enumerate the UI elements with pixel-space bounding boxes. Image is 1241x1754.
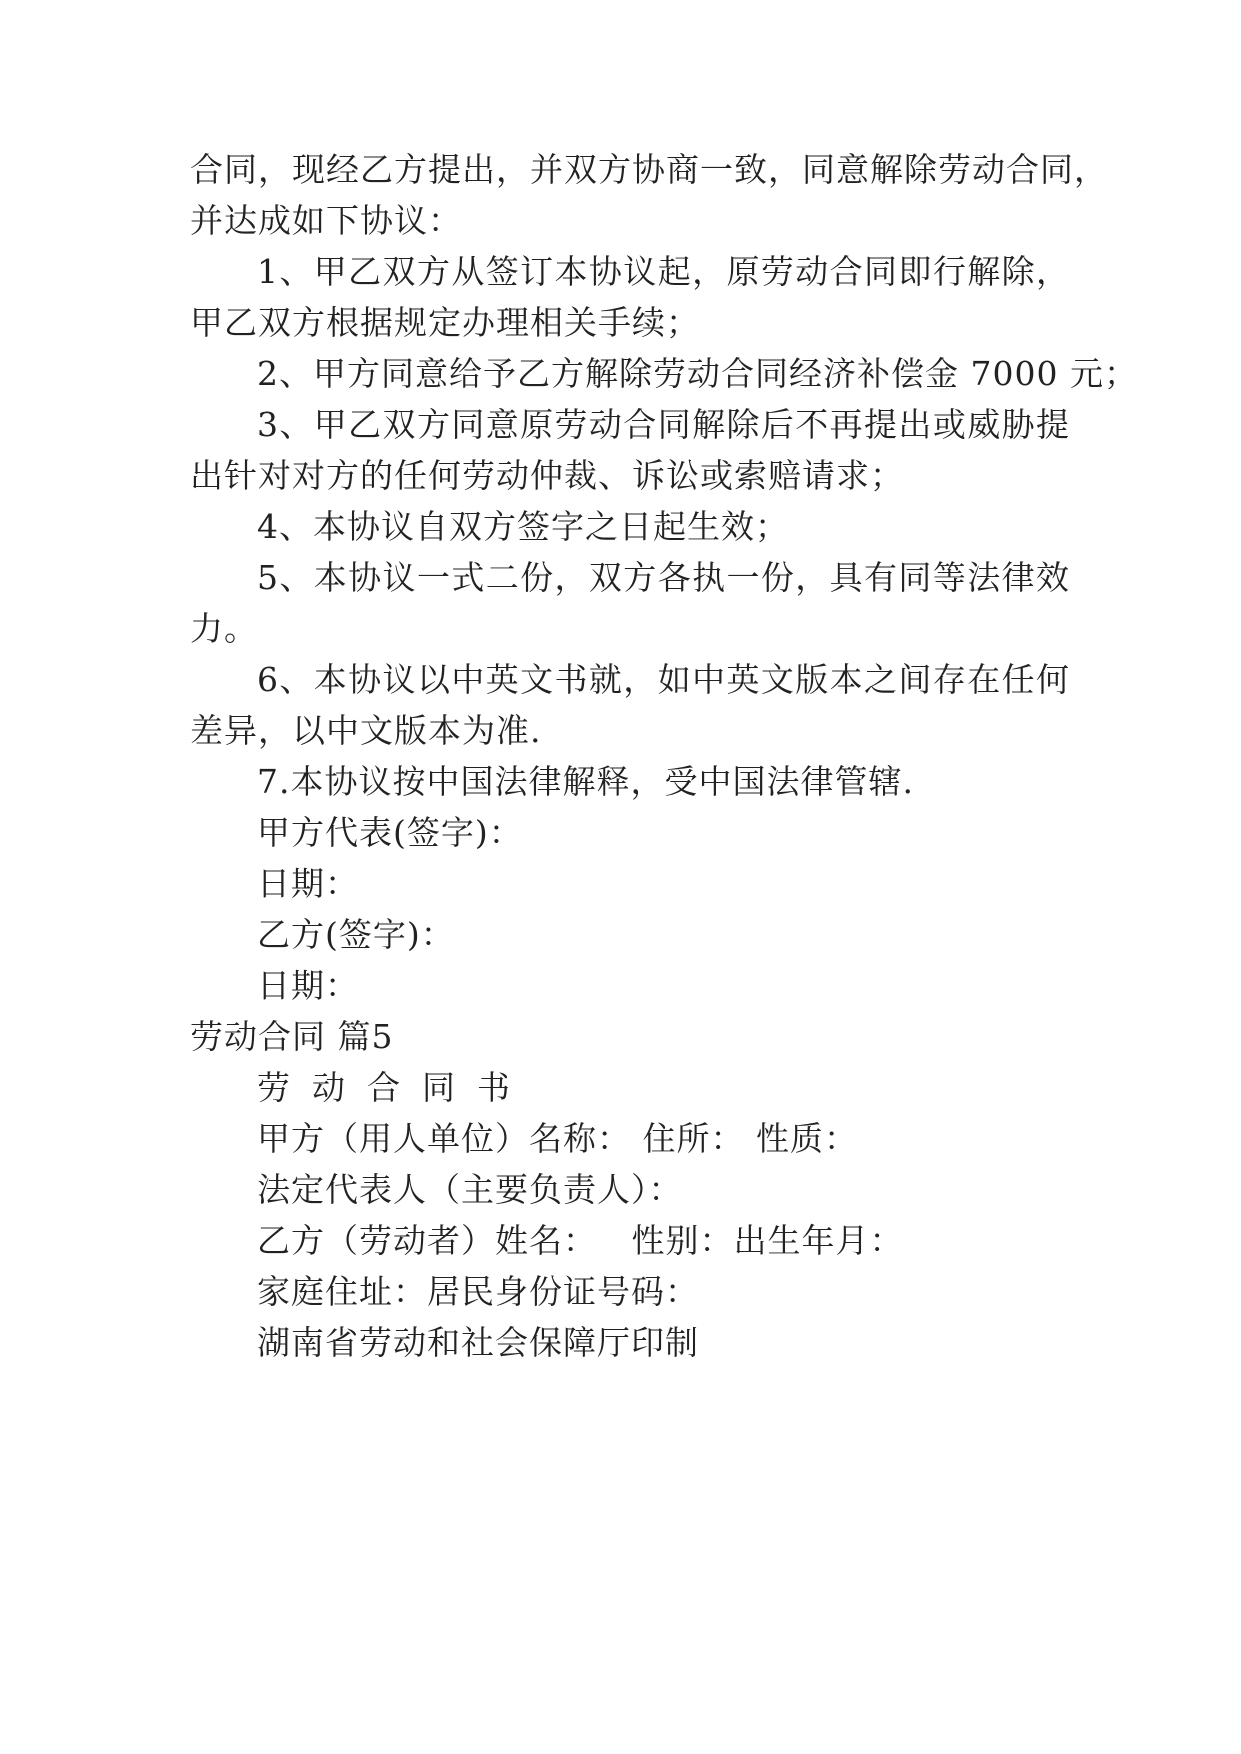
clause-4: 4、本协议自双方签字之日起生效； <box>257 507 789 546</box>
clause-5-continued: 力。 <box>190 609 258 648</box>
party-b-date: 日期： <box>257 966 359 1005</box>
clause-7: 7.本协议按中国法律解释，受中国法律管辖. <box>257 762 914 801</box>
employer-info: 甲方（用人单位）名称： 住所： 性质： <box>257 1119 858 1158</box>
party-b-signature: 乙方(签字)： <box>257 915 455 954</box>
home-address: 家庭住址：居民身份证号码： <box>257 1272 699 1311</box>
clause-3-continued: 出针对对方的任何劳动仲裁、诉讼或索赔请求； <box>190 456 904 495</box>
issuer-note: 湖南省劳动和社会保障厅印制 <box>257 1323 699 1362</box>
clause-6-continued: 差异，以中文版本为准. <box>190 711 542 750</box>
clause-1: 1、甲乙双方从签订本协议起，原劳动合同即行解除， <box>257 252 1070 291</box>
clause-1-continued: 甲乙双方根据规定办理相关手续； <box>190 303 700 342</box>
section-heading: 劳动合同 篇5 <box>190 1017 394 1056</box>
clause-3: 3、甲乙双方同意原劳动合同解除后不再提出或威胁提 <box>257 405 1070 444</box>
clause-6: 6、本协议以中英文书就，如中英文版本之间存在任何 <box>257 660 1070 699</box>
legal-representative: 法定代表人（主要负责人）： <box>257 1170 683 1209</box>
employee-info: 乙方（劳动者）姓名： 性别：出生年月： <box>257 1221 904 1260</box>
paragraph-line: 并达成如下协议： <box>190 201 462 240</box>
paragraph-line: 合同，现经乙方提出，并双方协商一致，同意解除劳动合同， <box>190 150 1108 189</box>
clause-5: 5、本协议一式二份，双方各执一份，具有同等法律效 <box>257 558 1070 597</box>
clause-2: 2、甲方同意给予乙方解除劳动合同经济补偿金 7000 元； <box>257 354 1138 393</box>
party-a-signature: 甲方代表(签字)： <box>257 813 523 852</box>
contract-title: 劳动合同书 <box>257 1068 532 1107</box>
party-a-date: 日期： <box>257 864 359 903</box>
